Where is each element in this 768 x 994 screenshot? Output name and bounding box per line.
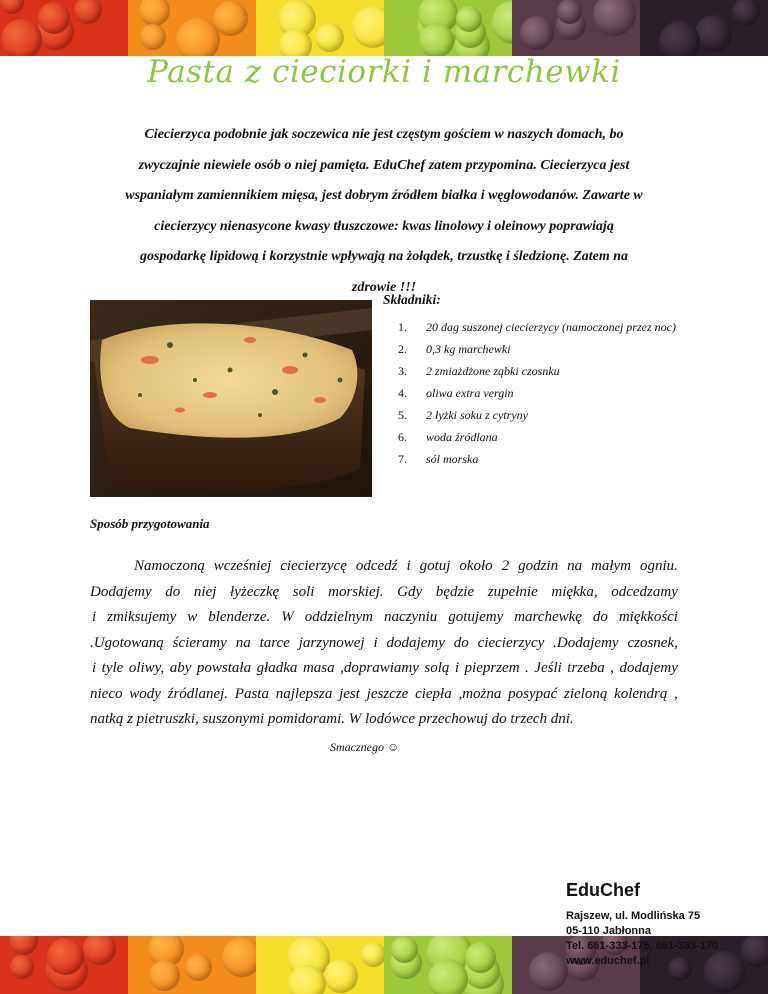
method-word: niej bbox=[193, 583, 217, 600]
ingredient-number: 4. bbox=[398, 386, 407, 400]
fruit-highlight bbox=[185, 954, 212, 981]
method-word: naczyniu bbox=[383, 609, 438, 625]
method-word: do bbox=[453, 634, 469, 651]
method-word: najlepsza bbox=[275, 685, 333, 702]
method-word: zupełnie bbox=[487, 583, 538, 600]
ingredient-item bbox=[398, 364, 688, 378]
method-word: zieloną bbox=[564, 685, 608, 702]
ingredient-number: 2. bbox=[398, 342, 407, 356]
fruit-highlight bbox=[593, 0, 636, 36]
method-word: pieprzem bbox=[464, 660, 520, 676]
fruit-highlight bbox=[732, 0, 760, 26]
fruit-highlight bbox=[9, 936, 38, 955]
method-word: dodajemy bbox=[386, 634, 445, 651]
ingredient-item bbox=[398, 386, 688, 400]
intro-line: gospodarkę lipidową i korzystnie wpływają na żołądek, trzustkę i śledzionę. Zatem na bbox=[139, 249, 629, 264]
method-line bbox=[90, 605, 678, 631]
method-word: tyle bbox=[101, 660, 124, 676]
method-word: tarce bbox=[259, 634, 290, 651]
method-word: Gdy bbox=[397, 583, 423, 600]
method-word: kolendrą bbox=[614, 685, 668, 702]
method-word: małym bbox=[591, 558, 632, 574]
ingredient-item bbox=[398, 342, 688, 356]
method-word: Jeśli bbox=[534, 660, 562, 676]
fruit-highlight bbox=[213, 1, 248, 36]
fruit-highlight bbox=[520, 16, 554, 50]
page-title: Pasta z cieciorki i marchewki bbox=[147, 54, 621, 90]
fruit-highlight bbox=[741, 936, 768, 967]
fruit-segment bbox=[384, 936, 512, 994]
fruit-segment bbox=[640, 0, 768, 56]
ingredient-text: sól morska bbox=[426, 452, 479, 466]
ingredient-number: 5. bbox=[398, 408, 407, 422]
method-word: blenderze. bbox=[208, 609, 271, 625]
intro-line: wspaniałym zamiennikiem mięsa, jest dobrym źródłem białka i węglowodanów. Zawarte w bbox=[125, 188, 643, 203]
method-word: W bbox=[281, 609, 294, 625]
fruit-highlight bbox=[1, 19, 42, 56]
method-word: do bbox=[592, 609, 608, 625]
method-word: Dodajemy bbox=[90, 583, 152, 600]
fruit-highlight bbox=[140, 24, 166, 50]
fruit-highlight bbox=[695, 15, 732, 52]
intro-line: zdrowie !!! bbox=[351, 279, 417, 295]
method-word: gotuj bbox=[419, 558, 451, 574]
method-word: ciepła bbox=[415, 685, 452, 702]
fruit-highlight bbox=[279, 29, 312, 56]
ingredient-text: 20 dag suszonej ciecierzycy (namoczonej przez noc) bbox=[426, 320, 676, 334]
method-word: czosnek, bbox=[627, 634, 678, 651]
method-word: zmiksujemy bbox=[107, 609, 177, 625]
method-word: i bbox=[406, 558, 411, 574]
intro-line: zwyczajnie niewiele osób o niej pamięta. EduChef zatem przypomina. Ciecierzyca jest bbox=[138, 157, 630, 173]
company-postal: 05-110 Jabłonna bbox=[566, 925, 651, 937]
method-word: i bbox=[92, 660, 97, 676]
fruit-highlight bbox=[0, 0, 24, 14]
method-line bbox=[90, 682, 678, 708]
ingredient-item bbox=[398, 408, 688, 422]
method-paragraph bbox=[90, 554, 678, 733]
ingredient-number: 6. bbox=[398, 430, 407, 444]
ingredient-item bbox=[398, 320, 688, 334]
method-line bbox=[90, 554, 678, 580]
method-word: wcześniej bbox=[213, 558, 272, 574]
ingredients-list bbox=[398, 320, 688, 466]
method-word: miękkości bbox=[618, 609, 678, 625]
method-word: Pasta bbox=[234, 685, 269, 702]
method-line bbox=[90, 631, 678, 657]
method-word: odcedzamy bbox=[611, 583, 678, 600]
method-word: Namoczoną bbox=[134, 558, 205, 574]
method-word: marchewkę bbox=[514, 609, 582, 625]
fruit-segment bbox=[0, 0, 128, 56]
method-word: masa bbox=[302, 660, 335, 676]
method-word: .Dodajemy bbox=[553, 634, 619, 651]
company-name: EduChef bbox=[566, 880, 640, 900]
fruit-highlight bbox=[149, 960, 180, 991]
method-word: posypać bbox=[508, 685, 558, 702]
method-word: ,doprawiamy bbox=[340, 660, 419, 676]
fruit-segment bbox=[256, 936, 384, 994]
method-word: ogniu. bbox=[639, 558, 678, 574]
method-word: oddzielnym bbox=[304, 609, 374, 625]
method-line bbox=[90, 580, 678, 606]
method-word: jest bbox=[339, 685, 360, 702]
method-word: gładka bbox=[256, 660, 298, 676]
method-heading: Sposób przygotowania bbox=[90, 516, 210, 531]
fruit-segment bbox=[128, 0, 256, 56]
fruit-segment bbox=[256, 0, 384, 56]
fruit-segment bbox=[128, 936, 256, 994]
fruit-highlight bbox=[428, 959, 468, 994]
intro-line: Ciecierzyca podobnie jak soczewica nie jest częstym gościem w naszych domach, bo bbox=[144, 127, 624, 142]
method-word: i bbox=[373, 634, 378, 651]
method-word: solą bbox=[424, 660, 450, 676]
method-word: jeszcze bbox=[366, 685, 409, 702]
method-word: . bbox=[525, 660, 529, 676]
fruit-segment bbox=[512, 0, 640, 56]
ingredient-number: 1. bbox=[398, 320, 407, 334]
method-word: odcedź bbox=[355, 558, 398, 574]
fruit-segment bbox=[0, 936, 128, 994]
method-word: aby bbox=[169, 660, 192, 676]
method-word: źródlanej. bbox=[167, 685, 229, 702]
method-word: ciecierzycę bbox=[280, 558, 347, 574]
method-word: ciecierzycy bbox=[477, 634, 545, 651]
method-word: nieco bbox=[90, 685, 123, 702]
ingredients-heading: Składniki: bbox=[383, 292, 441, 307]
ingredient-text: 2 zmiażdżone ząbki czosnku bbox=[426, 364, 560, 378]
intro-line: ciecierzycy nienasycone kwasy tłuszczowe: kwas linolowy i oleinowy poprawiają bbox=[154, 218, 614, 234]
method-word: morskiej. bbox=[328, 583, 384, 600]
method-word: będzie bbox=[435, 583, 475, 600]
fruit-highlight bbox=[10, 955, 34, 979]
fruit-highlight bbox=[47, 938, 84, 975]
method-word: wody bbox=[129, 685, 161, 702]
ingredient-text: oliwa extra vergin bbox=[426, 386, 514, 400]
method-word: powstała bbox=[196, 660, 252, 676]
closing-text: Smacznego ☺ bbox=[330, 740, 400, 754]
method-word: godzin bbox=[518, 558, 559, 574]
method-word: około bbox=[459, 558, 493, 574]
fruit-highlight bbox=[139, 0, 170, 26]
company-website[interactable]: www.educhef.pl bbox=[566, 955, 650, 967]
fruit-highlight bbox=[74, 0, 102, 24]
method-word: .Ugotowaną bbox=[90, 634, 164, 651]
company-info bbox=[566, 880, 718, 969]
method-word: trzeba bbox=[567, 660, 605, 676]
method-line: natką z pietruszki, suszonymi pomidorami. W lodówce przechowuj do trzech dni. bbox=[90, 711, 574, 727]
method-word: , bbox=[610, 660, 615, 676]
company-phone: Tel. 661-333-175, 661-333-170 bbox=[566, 940, 719, 952]
method-word: oliwy, bbox=[128, 660, 165, 676]
fruit-highlight bbox=[315, 23, 344, 52]
fruit-segment bbox=[384, 0, 512, 56]
method-word: 2 bbox=[501, 558, 510, 574]
method-line bbox=[90, 656, 678, 682]
method-word: łyżeczkę bbox=[230, 583, 280, 600]
method-word: na bbox=[567, 558, 583, 574]
company-address: Rajszew, ul. Modlińska 75 bbox=[566, 910, 701, 922]
hummus-bread-photo bbox=[90, 300, 372, 497]
ingredient-text: 0,3 kg marchewki bbox=[426, 342, 511, 356]
ingredient-item bbox=[398, 430, 688, 444]
method-word: i bbox=[454, 660, 460, 676]
method-word: , bbox=[674, 685, 678, 702]
method-word: i bbox=[92, 609, 97, 625]
method-word: jarzynowej bbox=[298, 634, 365, 651]
fruit-highlight bbox=[659, 21, 700, 56]
fruit-banner-top bbox=[0, 0, 768, 56]
ingredient-item bbox=[398, 452, 688, 466]
method-word: do bbox=[165, 583, 181, 600]
method-word: na bbox=[235, 634, 251, 651]
method-word: w bbox=[187, 609, 198, 625]
fruit-highlight bbox=[557, 0, 582, 24]
method-word: ścieramy bbox=[172, 634, 227, 651]
method-word: miękka, bbox=[551, 583, 598, 600]
method-word: ,można bbox=[458, 685, 502, 702]
fruit-highlight bbox=[38, 2, 70, 34]
intro-paragraph bbox=[100, 120, 668, 303]
fruit-highlight bbox=[419, 23, 454, 56]
ingredient-text: woda źródlana bbox=[426, 430, 498, 444]
fruit-highlight bbox=[391, 936, 418, 963]
fruit-highlight bbox=[529, 952, 568, 991]
method-word: gotujemy bbox=[448, 609, 504, 625]
ingredient-text: 2 łyżki soku z cytryny bbox=[426, 408, 528, 422]
method-word: soli bbox=[292, 583, 315, 600]
fruit-highlight bbox=[465, 942, 496, 973]
fruit-highlight bbox=[324, 959, 358, 993]
ingredient-number: 7. bbox=[398, 452, 407, 466]
method-word: dodajemy bbox=[619, 660, 678, 676]
ingredient-number: 3. bbox=[398, 364, 407, 378]
fruit-highlight bbox=[361, 942, 386, 967]
fruit-highlight bbox=[83, 936, 116, 965]
fruit-highlight bbox=[456, 6, 482, 32]
